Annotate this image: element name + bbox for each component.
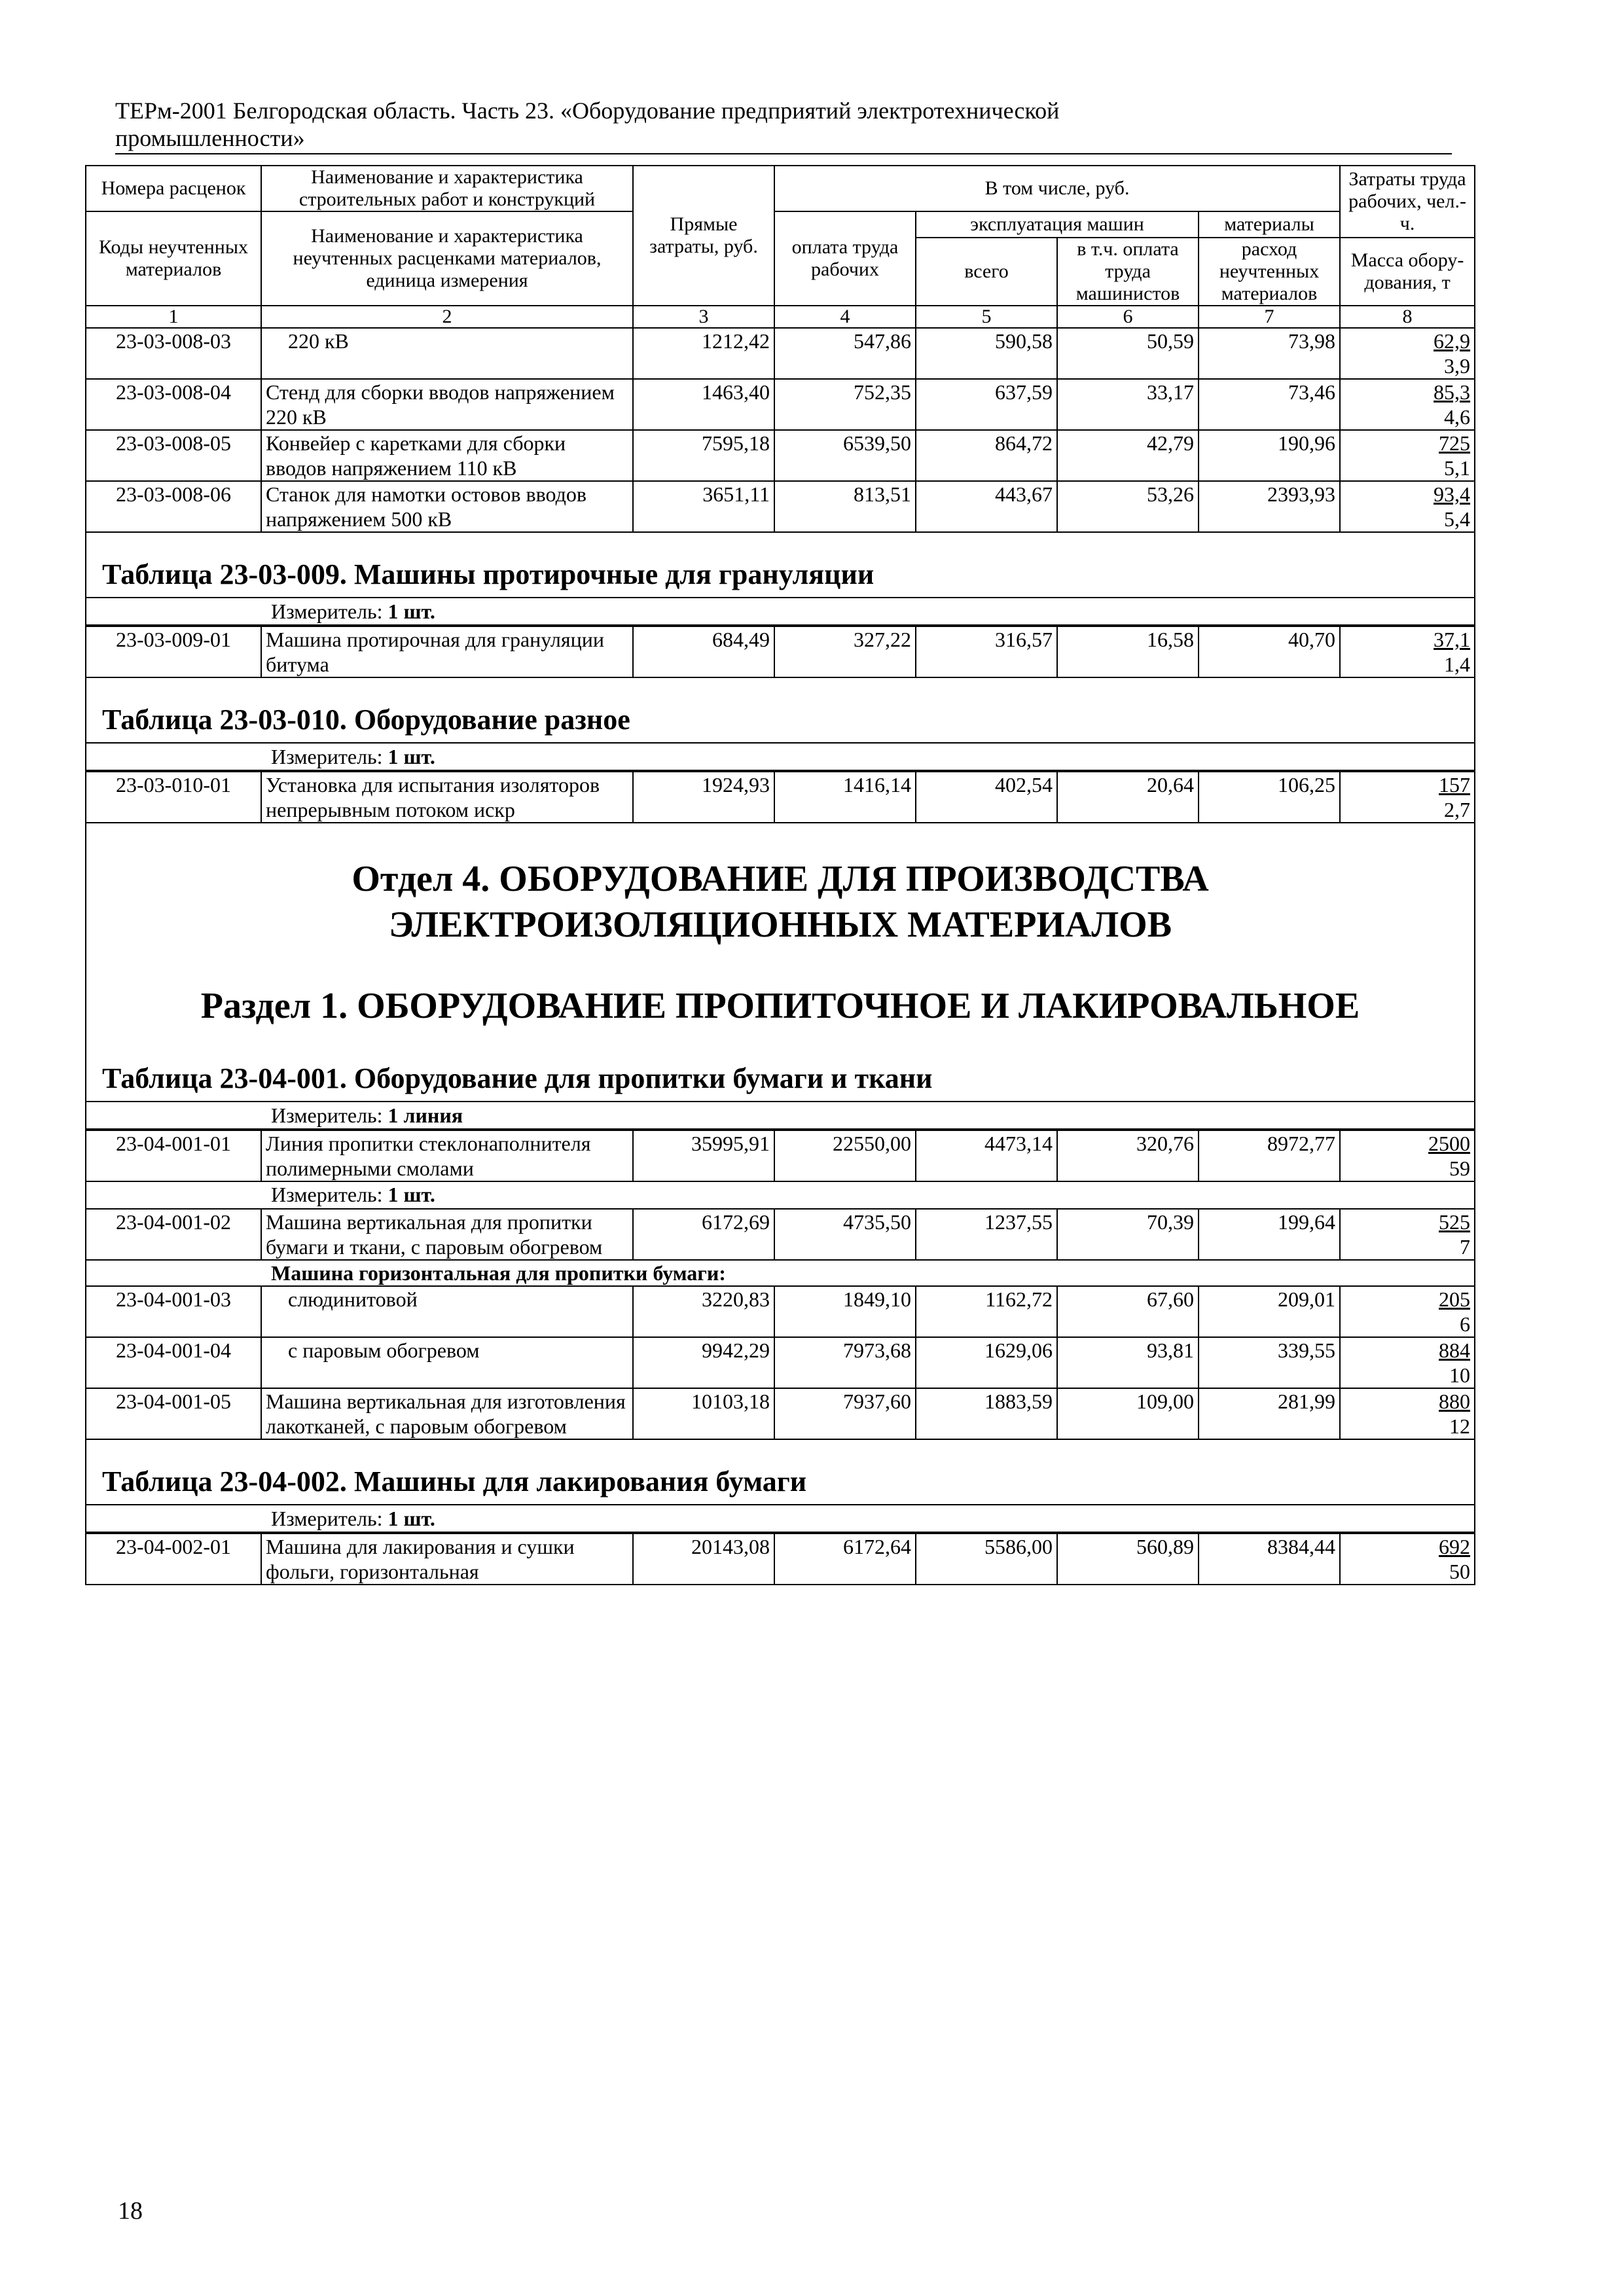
col-num: 2 — [261, 306, 633, 328]
table-row — [86, 1130, 1475, 1181]
col-header-2a: Наименование и характеристика строительных работ и конструкций — [261, 166, 633, 211]
table-title-401: Таблица 23-04-001. Оборудование для пропитки бумаги и ткани — [102, 1062, 933, 1094]
labor-cost: 22550,00 — [774, 1130, 916, 1181]
measure-label: Измеритель: — [271, 1183, 383, 1206]
machinist-labor-cost: 67,60 — [1057, 1286, 1199, 1337]
direct-cost: 35995,91 — [633, 1130, 774, 1181]
otdel-line-1: Отдел 4. ОБОРУДОВАНИЕ ДЛЯ ПРОИЗВОДСТВА — [352, 859, 1209, 899]
rate-name: Установка для испытания изоляторов непрерывным потоком искр — [261, 772, 633, 823]
col-header-2b: Наименование и характеристика неучтенных расценками материалов, единица измерения — [261, 211, 633, 306]
direct-cost: 1212,42 — [633, 328, 774, 379]
machinist-labor-cost: 53,26 — [1057, 481, 1199, 532]
rate-name: Линия пропитки стеклонаполнителя полимерными смолами — [261, 1130, 633, 1181]
materials-cost: 281,99 — [1199, 1388, 1340, 1439]
otdel-heading — [86, 823, 1474, 948]
table-row — [86, 1286, 1475, 1337]
table-row — [86, 430, 1475, 481]
machinist-labor-cost: 320,76 — [1057, 1130, 1199, 1181]
rows-401-c — [86, 1286, 1475, 1337]
direct-cost: 7595,18 — [633, 430, 774, 481]
rate-code: 23-04-001-03 — [86, 1286, 261, 1337]
machine-cost: 1237,55 — [916, 1209, 1057, 1260]
materials-cost: 73,46 — [1199, 379, 1340, 430]
razdel-heading: Раздел 1. ОБОРУДОВАНИЕ ПРОПИТОЧНОЕ И ЛАКИРОВАЛЬНОЕ — [200, 986, 1360, 1026]
rate-name: Станок для намотки остовов вводов напряжением 500 кВ — [261, 481, 633, 532]
rates-table-401 — [85, 1130, 1475, 1440]
machine-cost: 5586,00 — [916, 1534, 1057, 1585]
direct-cost: 6172,69 — [633, 1209, 774, 1260]
direct-cost: 3651,11 — [633, 481, 774, 532]
rate-name: слюдинитовой — [261, 1286, 633, 1337]
labor-hours: 2500 — [1428, 1132, 1470, 1155]
machinist-labor-cost: 33,17 — [1057, 379, 1199, 430]
labor-cost: 813,51 — [774, 481, 916, 532]
measure-label: Измеритель: — [271, 600, 383, 623]
measure-value: 1 линия — [388, 1103, 463, 1127]
col-num: 6 — [1057, 306, 1199, 328]
col-header-6: в т.ч. оплата труда машинистов — [1057, 238, 1199, 306]
col-header-8b: Масса обору-дования, т — [1340, 238, 1475, 306]
labor-hours: 205 — [1439, 1287, 1470, 1311]
measure-label: Измеритель: — [271, 1507, 383, 1530]
machinist-labor-cost: 50,59 — [1057, 328, 1199, 379]
equipment-mass: 5,1 — [1444, 456, 1471, 480]
rate-name: Стенд для сборки вводов напряжением 220 кВ — [261, 379, 633, 430]
col-header-3: Прямые затраты, руб. — [633, 166, 774, 306]
equipment-mass: 7 — [1460, 1235, 1470, 1259]
rate-code: 23-04-002-01 — [86, 1534, 261, 1585]
equipment-mass: 10 — [1449, 1363, 1470, 1387]
materials-cost: 199,64 — [1199, 1209, 1340, 1260]
table-row — [86, 379, 1475, 430]
rate-name: Машина протирочная для грануляции битума — [261, 626, 633, 677]
header-line-2: промышленности» — [115, 124, 1452, 154]
machine-cost: 1629,06 — [916, 1337, 1057, 1388]
rate-code: 23-04-001-04 — [86, 1337, 261, 1388]
table-title-402: Таблица 23-04-002. Машины для лакирования бумаги — [102, 1465, 807, 1498]
col-header-incl: В том числе, руб. — [774, 166, 1340, 211]
measure-402 — [86, 1504, 1474, 1533]
rates-table-010 — [85, 771, 1475, 823]
rows-009 — [86, 626, 1475, 677]
rate-code: 23-04-001-01 — [86, 1130, 261, 1181]
equipment-mass: 5,4 — [1444, 507, 1471, 531]
machine-cost: 316,57 — [916, 626, 1057, 677]
machinist-labor-cost: 16,58 — [1057, 626, 1199, 677]
direct-cost: 1924,93 — [633, 772, 774, 823]
rows-401-a — [86, 1130, 1475, 1181]
labor-hours: 884 — [1439, 1338, 1470, 1362]
labor-cost: 6539,50 — [774, 430, 916, 481]
labor-cost: 327,22 — [774, 626, 916, 677]
labor-hours: 525 — [1439, 1210, 1470, 1234]
labor-hours: 692 — [1439, 1535, 1470, 1558]
labor-hours-mass — [1340, 626, 1475, 677]
machinist-labor-cost: 70,39 — [1057, 1209, 1199, 1260]
labor-hours-mass — [1340, 481, 1475, 532]
rate-name: с паровым обогревом — [261, 1337, 633, 1388]
measure-value: 1 шт. — [388, 745, 435, 768]
equipment-mass: 6 — [1460, 1312, 1470, 1336]
col-header-1a: Номера расценок — [86, 166, 261, 211]
rows-401-e — [86, 1388, 1475, 1439]
equipment-mass: 59 — [1449, 1157, 1470, 1180]
machine-cost: 637,59 — [916, 379, 1057, 430]
col-header-1b: Коды неучтенных материалов — [86, 211, 261, 306]
otdel-line-2: ЭЛЕКТРОИЗОЛЯЦИОННЫХ МАТЕРИАЛОВ — [388, 905, 1172, 945]
equipment-mass: 1,4 — [1444, 653, 1470, 676]
labor-hours-mass — [1340, 1209, 1475, 1260]
measure-value: 1 шт. — [388, 600, 435, 623]
col-num: 1 — [86, 306, 261, 328]
rows-401-b — [86, 1209, 1475, 1260]
table-row — [86, 1209, 1475, 1260]
col-num: 3 — [633, 306, 774, 328]
column-number-row — [86, 306, 1475, 328]
direct-cost: 10103,18 — [633, 1388, 774, 1439]
labor-hours: 157 — [1439, 773, 1470, 797]
rates-table-402 — [85, 1533, 1475, 1585]
rows-402 — [86, 1534, 1475, 1585]
measure-009 — [86, 597, 1474, 626]
equipment-mass: 3,9 — [1444, 354, 1471, 378]
materials-cost: 73,98 — [1199, 328, 1340, 379]
col-num: 5 — [916, 306, 1057, 328]
rate-name: Конвейер с каретками для сборки вводов напряжением 110 кВ — [261, 430, 633, 481]
machine-cost: 4473,14 — [916, 1130, 1057, 1181]
measure-401-a — [86, 1101, 1474, 1130]
col-header-4: оплата труда рабочих — [774, 211, 916, 306]
table-row — [86, 772, 1475, 823]
measure-value: 1 шт. — [388, 1183, 435, 1206]
col-header-machines: эксплуатация машин — [916, 211, 1199, 238]
machine-cost: 443,67 — [916, 481, 1057, 532]
header-line-1: ТЕРм-2001 Белгородская область. Часть 23. «Оборудование предприятий электротехнической — [115, 98, 1060, 124]
rate-code: 23-03-008-04 — [86, 379, 261, 430]
materials-cost: 209,01 — [1199, 1286, 1340, 1337]
materials-cost: 2393,93 — [1199, 481, 1340, 532]
col-num: 4 — [774, 306, 916, 328]
rows-010 — [86, 772, 1475, 823]
machinist-labor-cost: 560,89 — [1057, 1534, 1199, 1585]
labor-hours-mass — [1340, 430, 1475, 481]
materials-cost: 106,25 — [1199, 772, 1340, 823]
rate-code: 23-03-009-01 — [86, 626, 261, 677]
equipment-mass: 4,6 — [1444, 405, 1471, 429]
table-title-009: Таблица 23-03-009. Машины протирочные для грануляции — [102, 558, 875, 590]
labor-cost: 1849,10 — [774, 1286, 916, 1337]
rate-code: 23-03-008-05 — [86, 430, 261, 481]
labor-hours: 85,3 — [1434, 380, 1471, 404]
machinist-labor-cost: 42,79 — [1057, 430, 1199, 481]
labor-hours: 62,9 — [1434, 329, 1471, 353]
col-num: 7 — [1199, 306, 1340, 328]
materials-cost: 40,70 — [1199, 626, 1340, 677]
document-body — [85, 165, 1475, 1585]
labor-cost: 6172,64 — [774, 1534, 916, 1585]
machine-cost: 402,54 — [916, 772, 1057, 823]
labor-hours-mass — [1340, 379, 1475, 430]
subhead-horizontal: Машина горизонтальная для пропитки бумаги: — [86, 1260, 1475, 1286]
machine-cost: 1162,72 — [916, 1286, 1057, 1337]
rates-table-top — [85, 165, 1475, 533]
labor-hours-mass — [1340, 1388, 1475, 1439]
materials-cost: 8384,44 — [1199, 1534, 1340, 1585]
table-row — [86, 626, 1475, 677]
materials-cost: 339,55 — [1199, 1337, 1340, 1388]
table-row — [86, 1337, 1475, 1388]
labor-hours: 880 — [1439, 1390, 1470, 1413]
labor-cost: 4735,50 — [774, 1209, 916, 1260]
rate-code: 23-03-010-01 — [86, 772, 261, 823]
machinist-labor-cost: 109,00 — [1057, 1388, 1199, 1439]
measure-401-b — [86, 1181, 1475, 1209]
rows-401-d — [86, 1337, 1475, 1388]
table-row — [86, 1388, 1475, 1439]
labor-cost: 752,35 — [774, 379, 916, 430]
labor-hours-mass — [1340, 328, 1475, 379]
labor-hours-mass — [1340, 1130, 1475, 1181]
rate-name: Машина вертикальная для изготовления лакотканей, с паровым обогревом — [261, 1388, 633, 1439]
rate-code: 23-03-008-06 — [86, 481, 261, 532]
col-header-8a: Затраты труда рабочих, чел.-ч. — [1340, 166, 1475, 238]
rate-name: 220 кВ — [261, 328, 633, 379]
table-row — [86, 328, 1475, 379]
labor-hours: 725 — [1439, 431, 1471, 455]
table-row — [86, 481, 1475, 532]
table-row — [86, 1534, 1475, 1585]
measure-label: Измеритель: — [271, 1103, 383, 1127]
rates-table-009 — [85, 626, 1475, 678]
equipment-mass: 2,7 — [1444, 798, 1470, 821]
rate-code: 23-03-008-03 — [86, 328, 261, 379]
running-header — [115, 97, 1457, 154]
measure-value: 1 шт. — [388, 1507, 435, 1530]
labor-hours-mass — [1340, 1286, 1475, 1337]
direct-cost: 9942,29 — [633, 1337, 774, 1388]
labor-hours-mass — [1340, 1534, 1475, 1585]
machine-cost: 590,58 — [916, 328, 1057, 379]
labor-cost: 7937,60 — [774, 1388, 916, 1439]
labor-cost: 547,86 — [774, 328, 916, 379]
col-header-7: расход неучтенных материалов — [1199, 238, 1340, 306]
direct-cost: 684,49 — [633, 626, 774, 677]
equipment-mass: 12 — [1449, 1414, 1470, 1438]
rows-top — [86, 328, 1475, 532]
machinist-labor-cost: 20,64 — [1057, 772, 1199, 823]
labor-cost: 7973,68 — [774, 1337, 916, 1388]
direct-cost: 3220,83 — [633, 1286, 774, 1337]
direct-cost: 20143,08 — [633, 1534, 774, 1585]
rate-code: 23-04-001-02 — [86, 1209, 261, 1260]
col-header-materials: материалы — [1199, 211, 1340, 238]
labor-hours: 37,1 — [1434, 628, 1470, 651]
direct-cost: 1463,40 — [633, 379, 774, 430]
labor-cost: 1416,14 — [774, 772, 916, 823]
labor-hours-mass — [1340, 772, 1475, 823]
machinist-labor-cost: 93,81 — [1057, 1337, 1199, 1388]
table-title-010: Таблица 23-03-010. Оборудование разное — [102, 704, 630, 736]
labor-hours: 93,4 — [1434, 482, 1471, 506]
col-num: 8 — [1340, 306, 1475, 328]
page-number: 18 — [118, 2197, 143, 2225]
materials-cost: 190,96 — [1199, 430, 1340, 481]
measure-label: Измеритель: — [271, 745, 383, 768]
rate-name: Машина для лакирования и сушки фольги, горизонтальная — [261, 1534, 633, 1585]
labor-hours-mass — [1340, 1337, 1475, 1388]
machine-cost: 1883,59 — [916, 1388, 1057, 1439]
col-header-5: всего — [916, 238, 1057, 306]
rate-code: 23-04-001-05 — [86, 1388, 261, 1439]
equipment-mass: 50 — [1449, 1560, 1470, 1583]
materials-cost: 8972,77 — [1199, 1130, 1340, 1181]
rate-name: Машина вертикальная для пропитки бумаги и ткани, с паровым обогревом — [261, 1209, 633, 1260]
machine-cost: 864,72 — [916, 430, 1057, 481]
measure-010 — [86, 742, 1474, 771]
